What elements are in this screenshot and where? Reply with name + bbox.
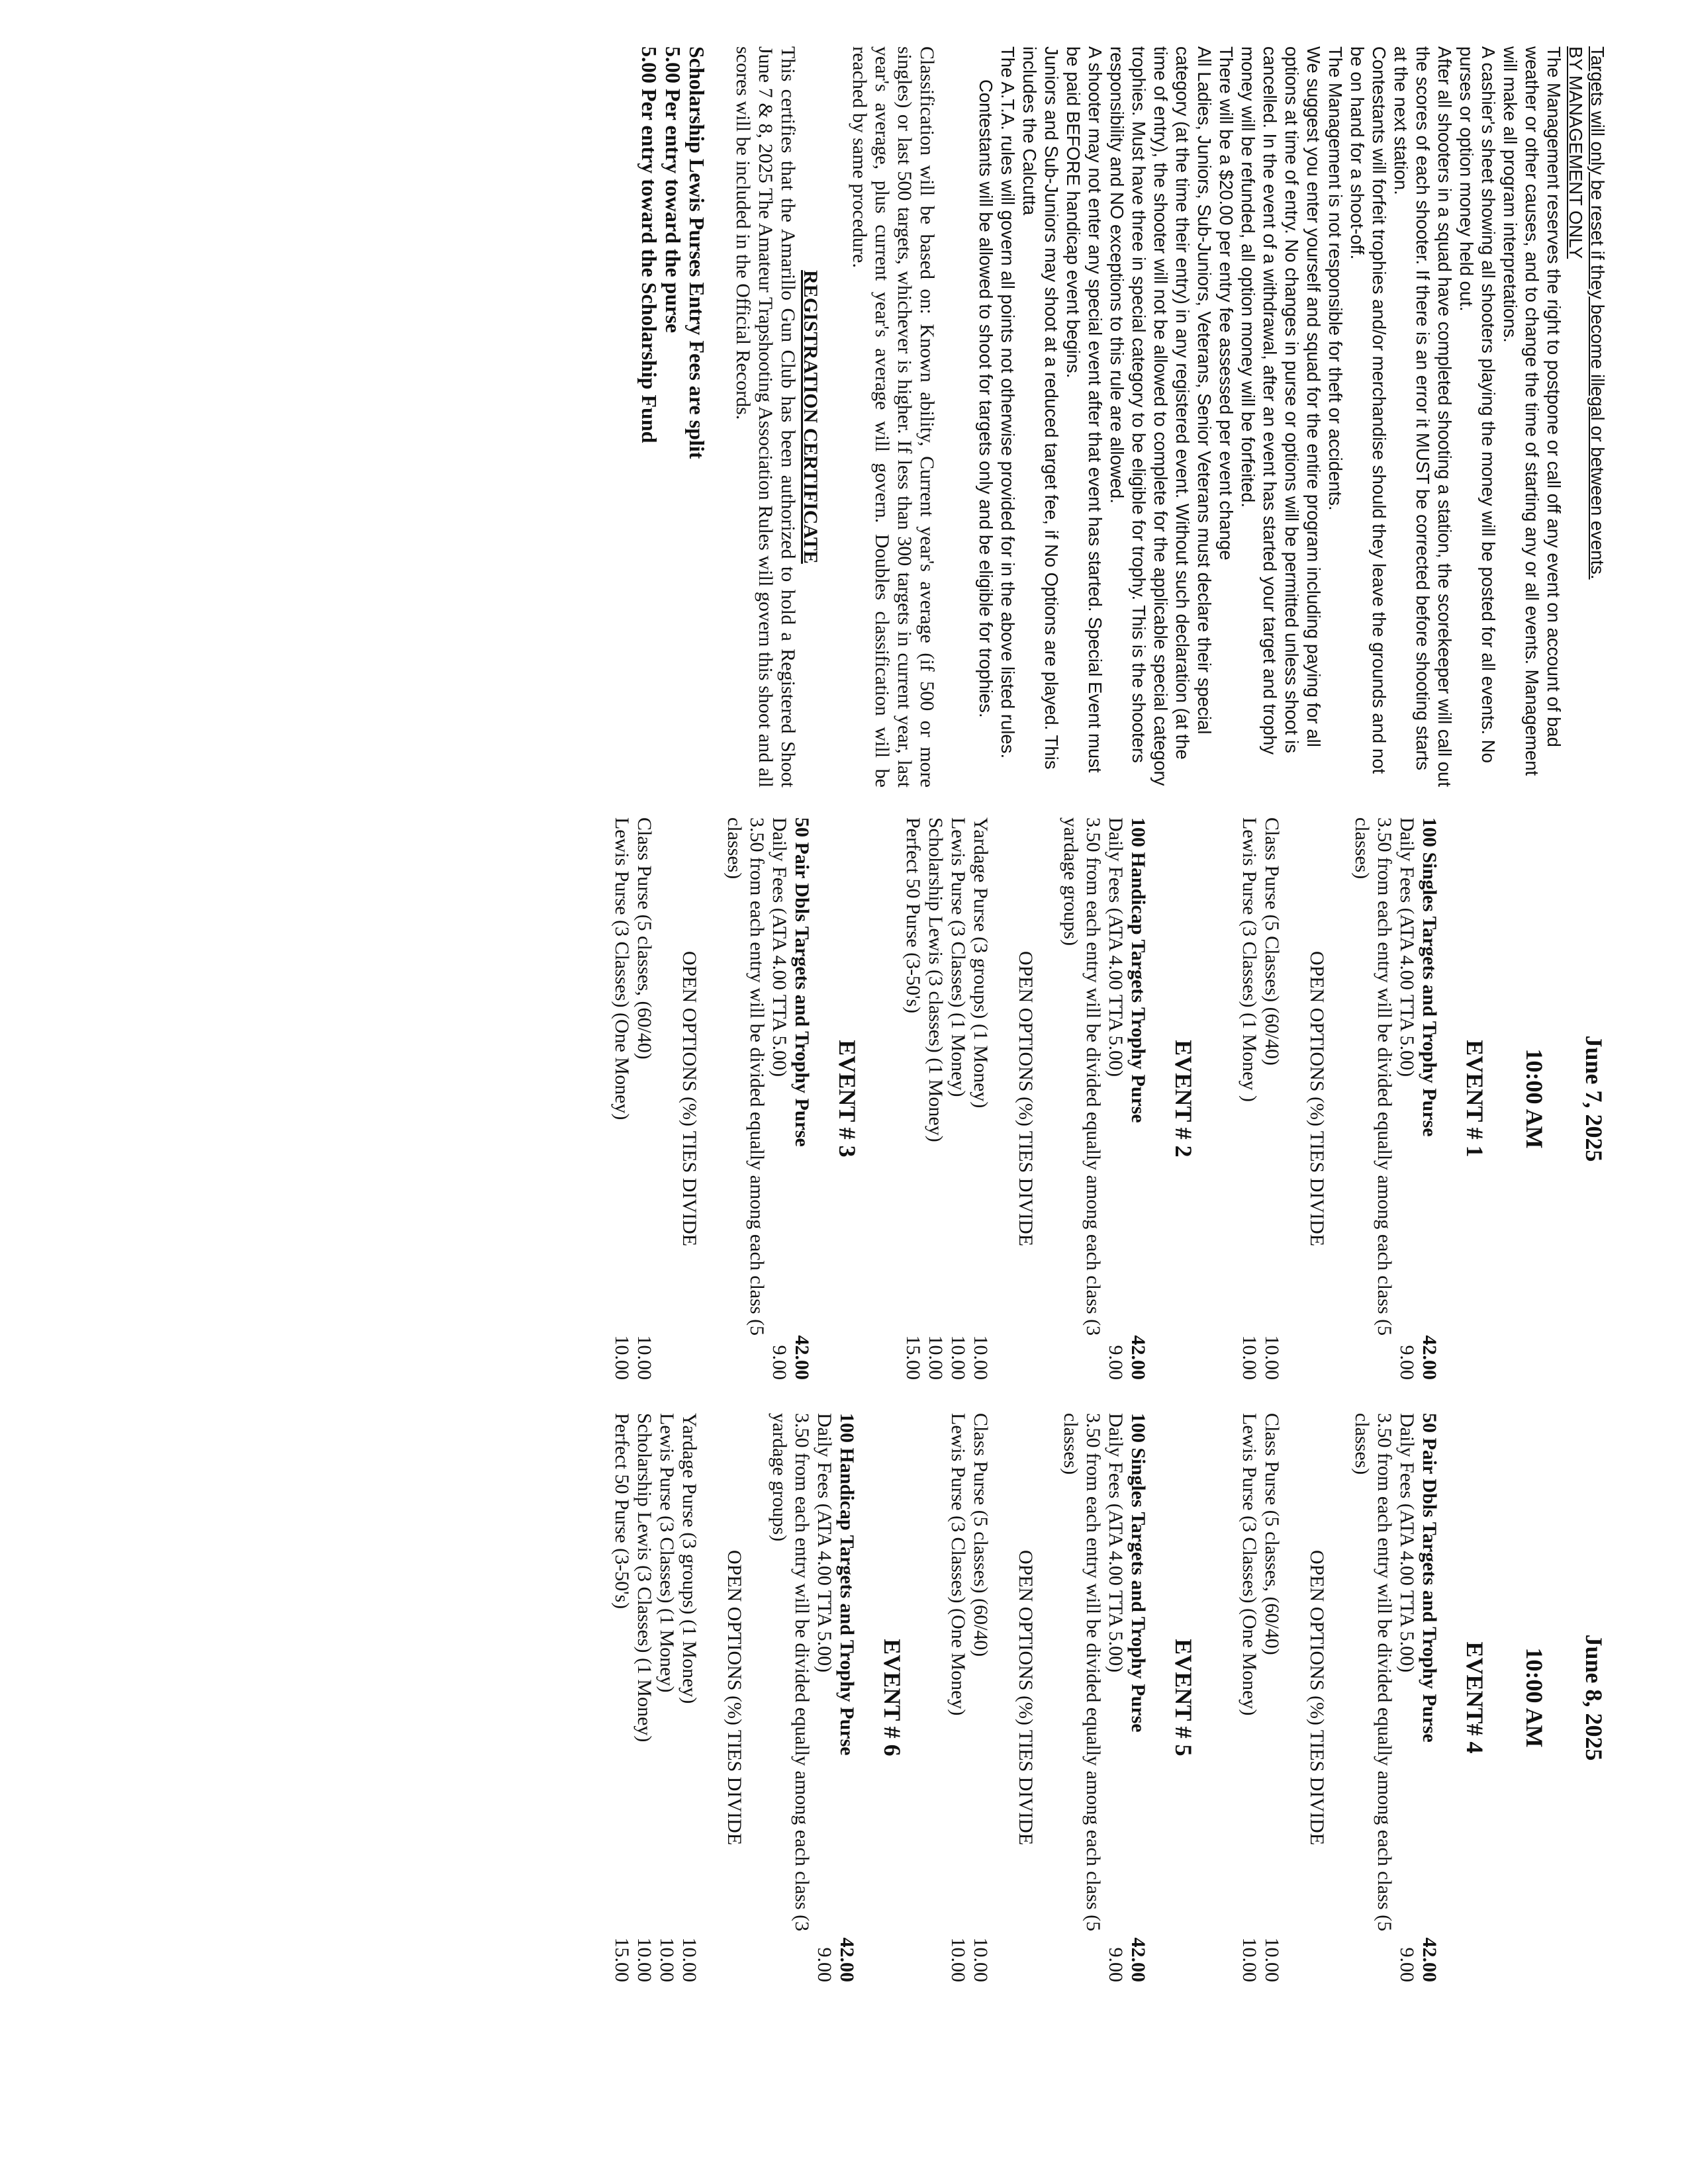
rules-column	[637, 46, 1609, 788]
event-title: EVENT # 1	[1462, 1040, 1488, 1158]
event-name-row	[1418, 1413, 1440, 1982]
classification-text: Classification will be based on: Known ability, Current year's average (if 500 or more singles) or last 500 targets, whichever is higher. If less than 300 targets in current year, last year's average, plus current year's average will govern. Doubles classification will be reached by same procedure.	[849, 46, 938, 788]
rule-paragraph: A shooter may not enter any special event after that event has started. Special Event must be paid BEFORE handicap event begins.	[1063, 46, 1105, 773]
purse-row	[633, 1413, 655, 1982]
event-name-amount: 42.00	[836, 1937, 858, 1982]
event-title: EVENT# 4	[1462, 1641, 1488, 1754]
event-name-amount: 42.00	[1127, 1335, 1149, 1380]
purse-label: Lewis Purse (3 Classes) (One Money)	[611, 817, 633, 1120]
purse-row	[969, 1413, 992, 1982]
event-name: 100 Handicap Targets Trophy Purse	[1127, 817, 1149, 1123]
open-options-heading: OPEN OPTIONS (%) TIES DIVIDE	[1306, 950, 1328, 1247]
registration-title: REGISTRATION CERTIFICATE	[800, 270, 821, 564]
purse-label: Lewis Purse (3 Classes) (1 Money)	[947, 817, 969, 1097]
scholarship-line-1: Scholarship Lewis Purses Entry Fees are split	[685, 46, 709, 459]
open-options-heading: OPEN OPTIONS (%) TIES DIVIDE	[679, 950, 700, 1247]
purse-label: Lewis Purse (3 Classes) (1 Money)	[656, 1413, 678, 1693]
purse-row	[1238, 1413, 1260, 1982]
registration-text: This certifies that the Amarillo Gun Club has been authorized to hold a Registered Shoot June 7 & 8, 2025 The Amateur Trapshooting Association Rules will govern this shoot and all scores will be included in the Official Records.	[732, 46, 799, 788]
purse-label: Yardage Purse (3 groups) (1 Money)	[679, 1413, 700, 1704]
open-options-heading: OPEN OPTIONS (%) TIES DIVIDE	[1015, 950, 1037, 1247]
purse-row	[610, 1413, 633, 1982]
event-name-row	[1418, 817, 1440, 1380]
event-fees-amount: 9.00	[1105, 1947, 1127, 1982]
rule-paragraph: A cashier's sheet showing all shooters playing the money will be posted for all events. No purses or option money held out.	[1456, 46, 1499, 763]
purse-amount: 10.00	[1261, 1937, 1283, 1982]
purse-row	[1260, 1413, 1283, 1982]
purse-row	[610, 817, 633, 1380]
purse-label: Lewis Purse (3 Classes) (One Money)	[1239, 1413, 1260, 1716]
event-fees-amount: 9.00	[1396, 1345, 1418, 1380]
event-block	[610, 1413, 907, 1982]
rule-paragraph: After all shooters in a squad have completed shooting a station, the scorekeeper will call out the scores of each shooter. If there is an error it MUST be corrected before shooting starts at the next station.	[1391, 46, 1455, 787]
event-divide-text: 3.50 from each entry will be divided equally among each class (5 classes)	[1351, 1413, 1395, 1932]
event-divide-text: 3.50 from each entry will be divided equally among each class (5 classes)	[724, 817, 768, 1336]
purse-row	[924, 817, 947, 1380]
event-fees-amount: 9.00	[1396, 1947, 1418, 1982]
purse-label: Lewis Purse (3 Classes) (1 Money )	[1239, 817, 1260, 1102]
purse-row	[947, 1413, 969, 1982]
event-fees: Daily Fees (ATA 4.00 TTA 5.00)	[1105, 817, 1127, 1077]
day1-date: June 7, 2025	[1581, 1035, 1607, 1162]
event-name-amount: 42.00	[791, 1335, 813, 1380]
event-fees-row	[768, 817, 790, 1380]
purse-label: Scholarship Lewis (3 classes) (1 Money)	[925, 817, 947, 1142]
event-title: EVENT # 3	[834, 1040, 861, 1158]
event-block	[1238, 817, 1489, 1380]
purse-row	[902, 817, 924, 1380]
event-block	[1238, 1413, 1489, 1982]
rules-paragraphs	[997, 46, 1565, 788]
event-fees-row	[813, 1413, 835, 1982]
event-divide-text: 3.50 from each entry will be divided equally among each class (5 classes)	[1060, 1413, 1104, 1932]
purse-amount: 10.00	[947, 1335, 969, 1380]
purse-label: Scholarship Lewis (3 Classes) (1 Money)	[633, 1413, 655, 1743]
event-name-row	[790, 817, 813, 1380]
purse-amount: 10.00	[633, 1937, 655, 1982]
event-fees: Daily Fees (ATA 4.00 TTA 5.00)	[1396, 817, 1418, 1077]
event-fees: Daily Fees (ATA 4.00 TTA 5.00)	[814, 1413, 835, 1673]
event-block	[902, 817, 1198, 1380]
open-options-heading: OPEN OPTIONS (%) TIES DIVIDE	[1306, 1549, 1328, 1846]
event-fees-amount: 9.00	[769, 1345, 790, 1380]
rules-subheading: BY MANAGEMENT ONLY	[1566, 46, 1586, 259]
event-divide-text: 3.50 from each entry will be divided equally among each class (5 classes)	[1351, 817, 1395, 1336]
event-name-row	[1127, 1413, 1149, 1982]
purse-row	[947, 817, 969, 1380]
event-name: 100 Handicap Targets and Trophy Purse	[836, 1413, 858, 1756]
purse-label: Class Purse (5 Classes) (60/40)	[1261, 817, 1283, 1066]
purse-amount: 10.00	[633, 1335, 655, 1380]
event-divide-text: 3.50 from each entry will be divided equally among each class (3 yardage groups)	[1060, 817, 1104, 1336]
purse-amount: 10.00	[679, 1937, 700, 1982]
purse-amount: 10.00	[656, 1937, 678, 1982]
event-name: 50 Pair Dbls Targets and Trophy Purse	[791, 817, 813, 1147]
open-options-heading: OPEN OPTIONS (%) TIES DIVIDE	[724, 1549, 745, 1846]
day2-column	[571, 1413, 1609, 1982]
rules-heading: Targets will only be reset if they become illegal or between events.	[1587, 46, 1608, 580]
purse-label: Class Purse (5 classes, (60/40)	[633, 817, 655, 1060]
scholarship-line-2: 5.00 Per entry toward the purse	[661, 46, 685, 334]
purse-amount: 10.00	[611, 1335, 633, 1380]
event-name-amount: 42.00	[1127, 1937, 1149, 1982]
event-fees-amount: 9.00	[814, 1947, 835, 1982]
event-name-row	[1127, 817, 1149, 1380]
event-divide-text: 3.50 from each entry will be divided equally among each class (3 yardage groups)	[769, 1413, 813, 1932]
rule-paragraph: The Management reserves the right to postpone or call off any event on account of bad weather or other causes, and to change the time of starting any or all events. Management will make all program interpretations.	[1500, 46, 1564, 776]
purse-amount: 10.00	[1239, 1335, 1260, 1380]
purse-label: Class Purse (5 classes, (60/40)	[1261, 1413, 1283, 1655]
purse-amount: 10.00	[970, 1335, 992, 1380]
rules-targets-only: Contestants will be allowed to shoot for targets only and be eligible for trophies.	[976, 79, 996, 718]
event-fees: Daily Fees (ATA 4.00 TTA 5.00)	[1396, 1413, 1418, 1673]
purse-amount: 15.00	[611, 1937, 633, 1982]
event-fees-row	[1104, 1413, 1127, 1982]
purse-label: Yardage Purse (3 groups) (1 Money)	[970, 817, 992, 1109]
purse-label: Perfect 50 Purse (3-50's)	[902, 817, 924, 1014]
event-title: EVENT # 6	[879, 1639, 906, 1756]
purse-amount: 10.00	[1261, 1335, 1283, 1380]
day2-events	[610, 1413, 1489, 1982]
purse-amount: 10.00	[1239, 1937, 1260, 1982]
purse-amount: 10.00	[970, 1937, 992, 1982]
event-block	[610, 817, 862, 1380]
purse-amount: 10.00	[925, 1335, 947, 1380]
rule-paragraph: Juniors and Sub-Juniors may shoot at a reduced target fee, if No Options are played. This includes the Calcutta	[1019, 46, 1062, 770]
scholarship-line-3: 5.00 Per entry toward the Scholarship Fund	[637, 46, 661, 443]
day1-time: 10:00 AM	[1521, 1048, 1548, 1149]
purse-label: Class Purse (5 classes) (60/40)	[970, 1413, 992, 1657]
event-title: EVENT # 2	[1170, 1040, 1197, 1158]
purse-row	[969, 817, 992, 1380]
rule-paragraph: The A.T.A. rules will govern all points not otherwise provided for in the above listed rules.	[998, 46, 1018, 759]
open-options-heading: OPEN OPTIONS (%) TIES DIVIDE	[1015, 1549, 1037, 1846]
rule-paragraph: We suggest you enter yourself and squad for the entire program including paying for all options at time of entry. No changes in purse or options will be permitted unless shoot is cancelled. In the event of a withdrawal, after an event has started your target and trophy money will be refunded, all option money will be forfeited.	[1238, 46, 1324, 755]
rule-paragraph: Contestants will forfeit trophies and/or merchandise should they leave the grounds and not be on hand for a shoot-off.	[1347, 46, 1389, 774]
event-fees-amount: 9.00	[1105, 1345, 1127, 1380]
event-fees: Daily Fees (ATA 4.00 TTA 5.00)	[1105, 1413, 1127, 1673]
day2-time: 10:00 AM	[1521, 1647, 1548, 1748]
event-fees: Daily Fees (ATA 4.00 TTA 5.00)	[769, 817, 790, 1077]
event-fees-row	[1395, 1413, 1418, 1982]
rule-paragraph: All Ladies, Juniors, Sub-Juniors, Veterans, Senior Veterans must declare their special category (at the time their entry) in any registered event. Without such declaration (at the time of entry), the shooter will not be allowed to complete for the applicable special category trophies. Must have three in special category to be eligible for trophy. This is the shooters responsibility and NO exceptions to this rule are allowed.	[1107, 46, 1215, 786]
day1-events	[610, 817, 1489, 1380]
purse-row	[678, 1413, 700, 1982]
purse-row	[633, 817, 655, 1380]
event-name-amount: 42.00	[1419, 1937, 1440, 1982]
rule-paragraph: There will be a $20.00 per entry fee assessed per event change	[1216, 46, 1237, 561]
event-name-amount: 42.00	[1419, 1335, 1440, 1380]
purse-amount: 10.00	[947, 1937, 969, 1982]
event-name: 100 Singles Targets and Trophy Purse	[1127, 1413, 1149, 1733]
event-name: 100 Singles Targets and Trophy Purse	[1419, 817, 1440, 1137]
event-name-row	[835, 1413, 858, 1982]
day1-column	[571, 817, 1609, 1380]
event-block	[947, 1413, 1198, 1982]
purse-label: Lewis Purse (3 Classes) (One Money)	[947, 1413, 969, 1716]
purse-row	[1260, 817, 1283, 1380]
purse-row	[655, 1413, 678, 1982]
event-title: EVENT # 5	[1170, 1639, 1197, 1756]
rule-paragraph: The Management is not responsible for theft or accidents.	[1325, 46, 1346, 511]
purse-label: Perfect 50 Purse (3-50's)	[611, 1413, 633, 1610]
event-fees-row	[1395, 817, 1418, 1380]
purse-row	[1238, 817, 1260, 1380]
day2-date: June 8, 2025	[1581, 1634, 1607, 1761]
purse-amount: 15.00	[902, 1335, 924, 1380]
event-name: 50 Pair Dbls Targets and Trophy Purse	[1419, 1413, 1440, 1743]
event-fees-row	[1104, 817, 1127, 1380]
